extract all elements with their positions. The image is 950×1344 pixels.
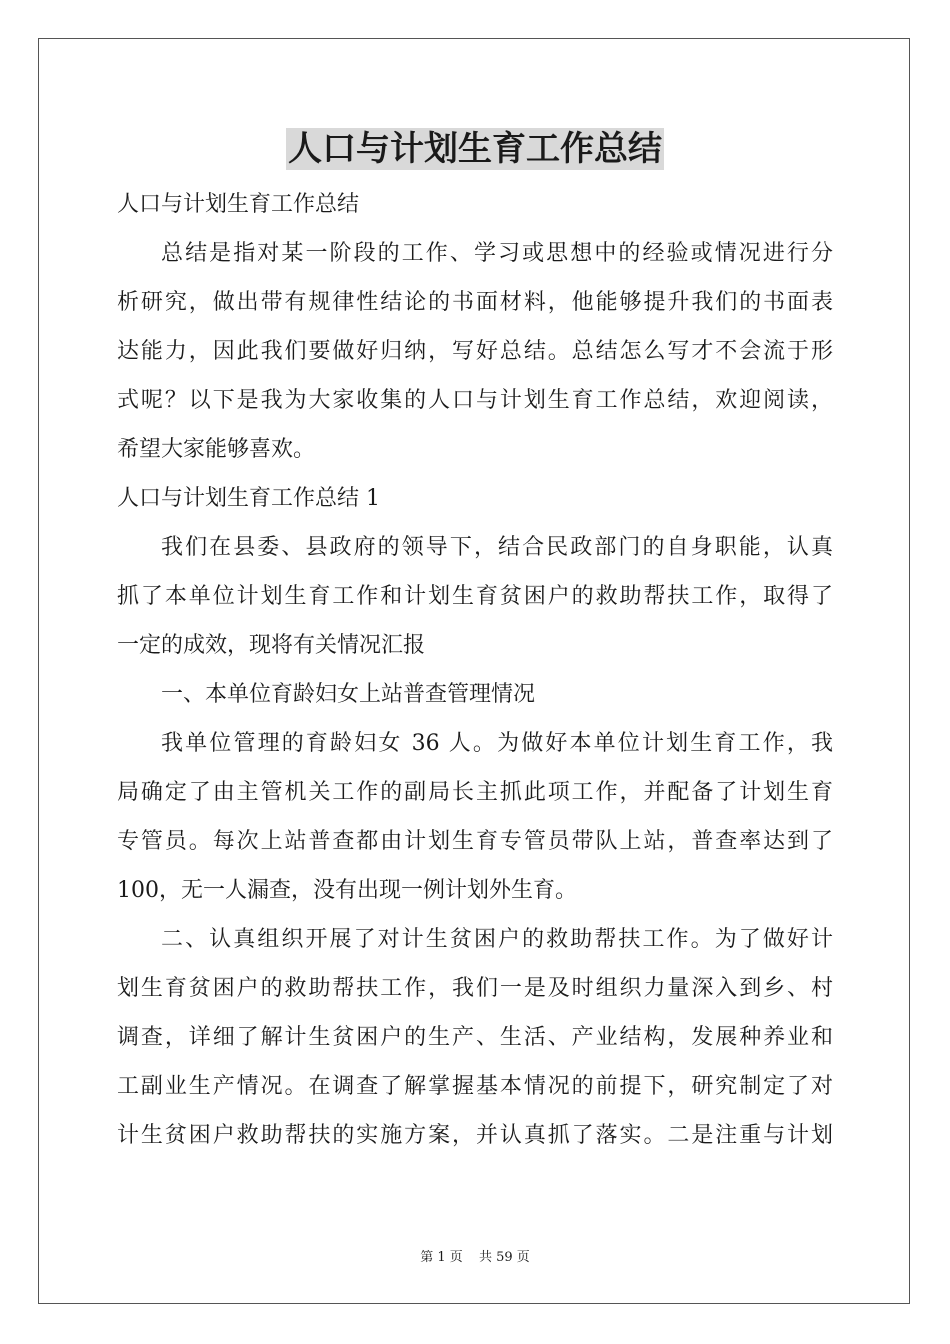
body-line: 工副业生产情况。在调查了解掌握基本情况的前提下，研究制定了对 <box>117 1074 833 1099</box>
body-line: 人口与计划生育工作总结 1 <box>117 486 380 511</box>
body-line: 达能力，因此我们要做好归纳，写好总结。总结怎么写才不会流于形 <box>117 339 833 364</box>
body-line: 局确定了由主管机关工作的副局长主抓此项工作，并配备了计划生育 <box>117 780 833 805</box>
body-line: 总结是指对某一阶段的工作、学习或思想中的经验或情况进行分 <box>161 241 833 266</box>
body-line: 希望大家能够喜欢。 <box>117 437 316 462</box>
page-total: 共 59 页 <box>478 1250 530 1265</box>
body-line: 调查，详细了解计生贫困户的生产、生活、产业结构，发展种养业和 <box>117 1025 833 1050</box>
document-body <box>117 180 833 1160</box>
page-number: 第 1 页 <box>420 1250 463 1265</box>
body-line: 式呢？以下是我为大家收集的人口与计划生育工作总结，欢迎阅读， <box>117 388 833 413</box>
document-title: 人口与计划生育工作总结 <box>288 129 662 169</box>
title-container <box>0 128 950 170</box>
page-footer <box>0 1246 950 1265</box>
body-line: 我们在县委、县政府的领导下，结合民政部门的自身职能，认真 <box>161 535 833 560</box>
body-line: 人口与计划生育工作总结 <box>117 192 360 217</box>
body-line: 专管员。每次上站普查都由计划生育专管员带队上站，普查率达到了 <box>117 829 833 854</box>
body-line: 抓了本单位计划生育工作和计划生育贫困户的救助帮扶工作，取得了 <box>117 584 833 609</box>
body-line: 计生贫困户救助帮扶的实施方案，并认真抓了落实。二是注重与计划 <box>117 1123 833 1148</box>
body-line: 一、本单位育龄妇女上站普查管理情况 <box>161 682 536 707</box>
body-line: 我单位管理的育龄妇女 36 人。为做好本单位计划生育工作，我 <box>161 731 833 756</box>
body-line: 二、认真组织开展了对计生贫困户的救助帮扶工作。为了做好计 <box>161 927 833 952</box>
body-line: 析研究，做出带有规律性结论的书面材料，他能够提升我们的书面表 <box>117 290 833 315</box>
body-line: 划生育贫困户的救助帮扶工作，我们一是及时组织力量深入到乡、村 <box>117 976 833 1001</box>
body-line: 一定的成效，现将有关情况汇报 <box>117 633 426 658</box>
body-line: 100，无一人漏查，没有出现一例计划外生育。 <box>117 878 577 903</box>
